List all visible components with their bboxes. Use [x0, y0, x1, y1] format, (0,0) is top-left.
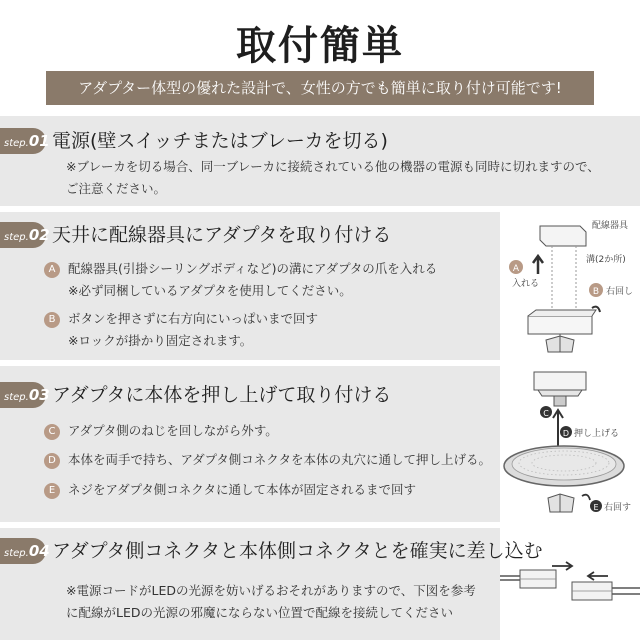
connector-illustration — [500, 528, 640, 640]
step-badge — [0, 538, 50, 564]
step-03 — [0, 366, 640, 522]
step-badge-number: 02 — [28, 226, 50, 244]
step-badge-prefix: step. — [4, 392, 29, 403]
step-heading: アダプタ側コネクタと本体側コネクタとを確実に差し込む — [52, 540, 543, 562]
letter-badge: C — [44, 424, 60, 440]
step-02 — [0, 212, 640, 360]
label-e: 右回す — [604, 503, 632, 513]
label-a: 入れる — [512, 279, 540, 289]
step-note — [66, 580, 476, 624]
note-line: ※電源コードがLEDの光源を妨いげるおそれがありますので、下図を参考 — [66, 583, 476, 598]
sub-step-b — [44, 308, 318, 352]
label-d: 押し上げる — [574, 429, 620, 439]
label-groove: 溝(2か所) — [586, 255, 626, 265]
sub-step-text: 配線器具(引掛シーリングボディなど)の溝にアダプタの爪を入れる — [68, 261, 438, 276]
page-title: 取付簡単 — [236, 23, 404, 69]
note-line: ご注意ください。 — [66, 181, 167, 196]
note-line: に配線がLEDの光源の邪魔にならない位置で配線を接続してください — [66, 605, 453, 620]
sub-step-text: アダプタ側のねじを回しながら外す。 — [68, 423, 278, 438]
note-line: ※ブレーカを切る場合、同一ブレーカに接続されている他の機器の電源も同時に切れますので、 — [66, 159, 600, 174]
sub-step-note: ※ロックが掛かり固定されます。 — [68, 333, 253, 348]
step-badge-prefix: step. — [4, 138, 29, 149]
letter-b: B — [592, 287, 600, 297]
step-badge-number: 01 — [28, 132, 50, 150]
sub-step-note: ※必ず同梱しているアダプタを使用してください。 — [68, 283, 352, 298]
sub-step-e — [44, 479, 416, 501]
step-badge — [0, 382, 50, 408]
step-badge-number: 04 — [28, 542, 50, 560]
letter-e: E — [593, 503, 599, 512]
step-heading: アダプタに本体を押し上げて取り付ける — [52, 384, 392, 406]
sub-step-c — [44, 420, 278, 442]
label-b: 右回し — [606, 287, 634, 297]
letter-a: A — [512, 264, 520, 274]
step-heading: 電源(壁スイッチまたはブレーカを切る) — [52, 130, 388, 152]
letter-d: D — [562, 429, 570, 438]
adapter-mount-illustration — [500, 212, 640, 360]
sub-step-text: ボタンを押さずに右方向にいっぱいまで回す — [68, 311, 319, 326]
step-heading: 天井に配線器具にアダプタを取り付ける — [52, 224, 392, 246]
body-mount-illustration — [500, 366, 640, 522]
step-badge-number: 03 — [28, 386, 50, 404]
sub-step-a — [44, 258, 437, 302]
step-04 — [0, 528, 640, 640]
step-01 — [0, 116, 640, 206]
letter-badge: A — [44, 262, 60, 278]
step-note — [66, 156, 600, 200]
banner: アダプター体型の優れた設計で、女性の方でも簡単に取り付け可能です! — [46, 71, 594, 105]
step-badge-prefix: step. — [4, 548, 29, 559]
label-device: 配線器具 — [592, 221, 629, 231]
letter-c: C — [543, 409, 549, 418]
letter-badge: D — [44, 453, 60, 469]
letter-badge: E — [44, 483, 60, 499]
letter-badge: B — [44, 312, 60, 328]
step-badge — [0, 128, 50, 154]
step-badge — [0, 222, 50, 248]
sub-step-text: ネジをアダプタ側コネクタに通して本体が固定されるまで回す — [68, 482, 417, 497]
sub-step-text: 本体を両手で持ち、アダプタ側コネクタを本体の丸穴に通して押し上げる。 — [68, 452, 492, 467]
sub-step-d — [44, 449, 491, 471]
step-badge-prefix: step. — [4, 232, 29, 243]
